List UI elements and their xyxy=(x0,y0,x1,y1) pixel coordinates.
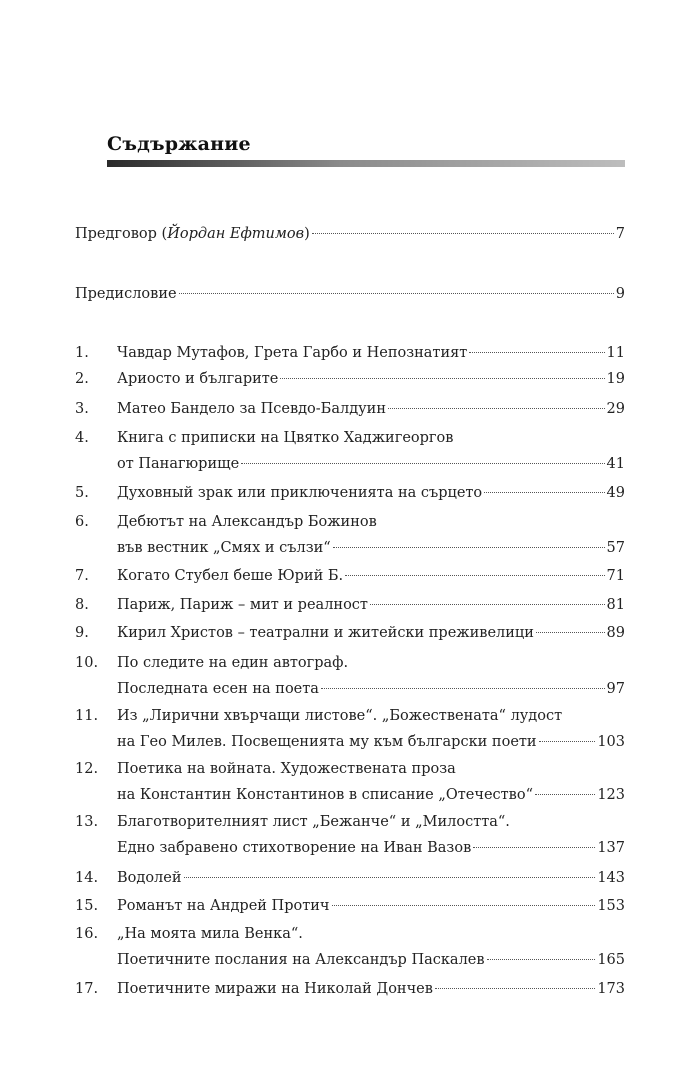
entry-number: 8. xyxy=(75,597,89,613)
entry-title-text: Из „Лирични хвърчащи листове“. „Божествената“ лудост xyxy=(117,708,563,724)
dot-leader xyxy=(487,959,596,960)
toc-entry xyxy=(75,340,625,366)
page-number: 29 xyxy=(606,401,625,417)
page-number: 57 xyxy=(606,540,625,556)
toc-line xyxy=(117,703,625,729)
entry-title-text: Романът на Андрей Протич xyxy=(117,898,330,914)
entry-title-text: По следите на един автограф. xyxy=(117,655,349,671)
dot-leader xyxy=(241,463,604,464)
toc-line xyxy=(117,509,625,535)
toc-line xyxy=(117,620,625,646)
toc-entry xyxy=(75,650,625,702)
dot-leader xyxy=(333,547,605,548)
page-number: 41 xyxy=(606,456,625,472)
entry-title-text: Дебютът на Александър Божинов xyxy=(117,514,377,530)
entry-author: Йордан Ефтимов xyxy=(167,226,305,242)
toc-entry xyxy=(75,756,625,808)
toc-entry xyxy=(75,865,625,891)
dot-leader xyxy=(332,905,596,906)
page-number: 123 xyxy=(597,787,625,803)
toc-entry xyxy=(75,366,625,392)
entry-title-text: Последната есен на поета xyxy=(117,681,319,697)
page-number: 173 xyxy=(597,981,625,997)
toc-line xyxy=(117,340,625,366)
toc-line xyxy=(117,729,625,755)
toc-line xyxy=(117,947,625,973)
toc-entry-front xyxy=(75,281,625,307)
toc-entry xyxy=(75,425,625,477)
dot-leader xyxy=(312,233,614,234)
dot-leader xyxy=(473,847,595,848)
entry-title-text: Предговор ( xyxy=(75,226,168,242)
entry-number: 16. xyxy=(75,926,99,942)
entry-number: 6. xyxy=(75,514,89,530)
entry-title-text: Поетичните послания на Александър Паскалев xyxy=(117,952,485,968)
entry-title-text: Едно забравено стихотворение на Иван Вазов xyxy=(117,840,472,856)
dot-leader xyxy=(536,632,605,633)
toc-line xyxy=(117,480,625,506)
page-number: 103 xyxy=(597,734,625,750)
toc-line xyxy=(117,835,625,861)
entry-title-text: Благотворителният лист „Бежанче“ и „Милостта“. xyxy=(117,814,510,830)
toc-entry xyxy=(75,396,625,422)
toc-line xyxy=(117,451,625,477)
toc-line xyxy=(117,425,625,451)
entry-number: 10. xyxy=(75,655,99,671)
toc-line xyxy=(117,976,625,1002)
entry-number: 2. xyxy=(75,371,89,387)
page-title: Съдържание xyxy=(107,133,251,155)
entry-number: 7. xyxy=(75,568,89,584)
page-number: 97 xyxy=(606,681,625,697)
page-number: 153 xyxy=(597,898,625,914)
toc-line xyxy=(117,366,625,392)
entry-number: 13. xyxy=(75,814,99,830)
entry-number: 3. xyxy=(75,401,89,417)
dot-leader xyxy=(484,492,604,493)
toc-line xyxy=(75,281,625,307)
page-number: 19 xyxy=(606,371,625,387)
toc-line xyxy=(117,650,625,676)
dot-leader xyxy=(280,378,604,379)
dot-leader xyxy=(321,688,605,689)
toc-line xyxy=(117,921,625,947)
toc-entry xyxy=(75,509,625,561)
entry-number: 1. xyxy=(75,345,89,361)
entry-title-text: от Панагюрище xyxy=(117,456,240,472)
page-number: 81 xyxy=(606,597,625,613)
toc-line xyxy=(117,676,625,702)
dot-leader xyxy=(388,408,605,409)
page-number: 165 xyxy=(597,952,625,968)
entry-title-text: Предисловие xyxy=(75,286,177,302)
entry-title-text: „На моята мила Венка“. xyxy=(117,926,303,942)
entry-title-text: Кирил Христов – театрални и житейски преживелици xyxy=(117,625,534,641)
entry-number: 4. xyxy=(75,430,89,446)
toc-entry xyxy=(75,563,625,589)
entry-title-text: Когато Стубел беше Юрий Б. xyxy=(117,568,344,584)
dot-leader xyxy=(370,604,605,605)
entry-title-text: Чавдар Мутафов, Грета Гарбо и Непознатият xyxy=(117,345,468,361)
entry-number: 12. xyxy=(75,761,99,777)
entry-number: 11. xyxy=(75,708,99,724)
entry-title-text: на Гео Милев. Посвещенията му към български поети xyxy=(117,734,537,750)
toc-entry xyxy=(75,592,625,618)
toc-line xyxy=(117,396,625,422)
toc-entry xyxy=(75,809,625,861)
toc-entry xyxy=(75,620,625,646)
entry-number: 5. xyxy=(75,485,89,501)
entry-title-text: Ариосто и българите xyxy=(117,371,279,387)
entry-title-text: на Константин Константинов в списание „Отечество“ xyxy=(117,787,533,803)
toc-entry xyxy=(75,976,625,1002)
dot-leader xyxy=(469,352,604,353)
entry-title-text: Водолей xyxy=(117,870,182,886)
entry-title-text: Париж, Париж – мит и реалност xyxy=(117,597,368,613)
dot-leader xyxy=(345,575,604,576)
toc-line xyxy=(117,809,625,835)
dot-leader xyxy=(535,794,595,795)
toc-entry xyxy=(75,480,625,506)
entry-title-text: Поетичните миражи на Николай Дончев xyxy=(117,981,433,997)
toc-line xyxy=(117,535,625,561)
entry-title-text: Матео Бандело за Псевдо-Балдуин xyxy=(117,401,386,417)
dot-leader xyxy=(184,877,596,878)
entry-number: 9. xyxy=(75,625,89,641)
page-number: 137 xyxy=(597,840,625,856)
dot-leader xyxy=(179,293,614,294)
dot-leader xyxy=(539,741,596,742)
toc-line xyxy=(117,563,625,589)
page-number: 9 xyxy=(615,286,625,302)
page-number: 143 xyxy=(597,870,625,886)
entry-number: 14. xyxy=(75,870,99,886)
toc-line xyxy=(117,756,625,782)
page-number: 49 xyxy=(606,485,625,501)
page-number: 7 xyxy=(615,226,625,242)
toc-entry xyxy=(75,893,625,919)
toc-entry xyxy=(75,703,625,755)
toc-line xyxy=(75,221,625,247)
entry-title-text: Духовный зрак или приключенията на сърцето xyxy=(117,485,483,501)
entry-title-text: във вестник „Смях и сълзи“ xyxy=(117,540,331,556)
toc-entry xyxy=(75,921,625,973)
toc-entry-front xyxy=(75,221,625,247)
page-number: 89 xyxy=(606,625,625,641)
toc-line xyxy=(117,592,625,618)
entry-title-text: Поетика на войната. Художествената проза xyxy=(117,761,456,777)
toc-line xyxy=(117,782,625,808)
entry-number: 15. xyxy=(75,898,99,914)
toc-line xyxy=(117,893,625,919)
entry-title-text: ) xyxy=(304,226,310,242)
toc-line xyxy=(117,865,625,891)
dot-leader xyxy=(435,988,595,989)
entry-title-text: Книга с приписки на Цвятко Хаджигеоргов xyxy=(117,430,454,446)
page-number: 11 xyxy=(606,345,625,361)
page-number: 71 xyxy=(606,568,625,584)
entry-number: 17. xyxy=(75,981,99,997)
